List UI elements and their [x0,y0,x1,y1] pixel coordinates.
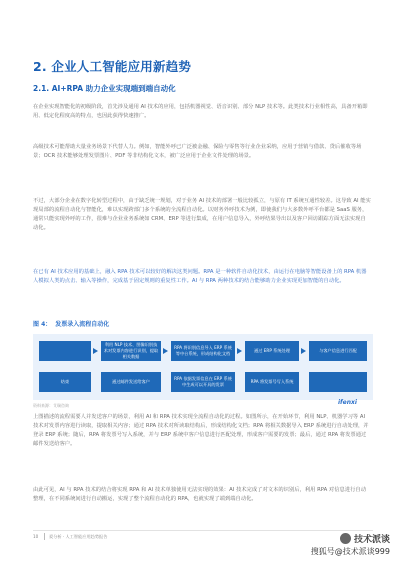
paragraph-4: 在已有 AI 技术应用的基础上，融入 RPA 技术可以较好的解决这类问题。RPA 是一种软件自动化技术，由运行在电脑等智能设备上的 RPA 机器人模拟人类的点击、输入等操作，完成基于固定规则的重复性工作。AI 与 RPA 两种技术的结合能够助力企业实现更加智能的自动化。 [33,269,367,284]
paragraph-1: 在企业实现智能化的初级阶段，首先涉及通用 AI 技术的应用，包括机器视觉、语音识别、部分 NLP 技术等。此类技术行业相性高，具备开箱即用、低定化程度高的特点，也因此获得快速推广。 [33,104,368,119]
arrow-right-icon [93,348,98,354]
watermark [311,532,390,557]
diagram-box-email: 通过邮件发送给客户 [101,372,161,392]
figure-source: 资料来源：艾瑞咨询 [33,403,69,408]
diagram-box-start [39,341,91,361]
section-heading: 2. 企业人工智能应用新趋势 [33,59,192,74]
watermark-brand: 技术派谈 [311,532,390,545]
paragraph-5: 上图描述的流程需要人并发送客户的场景，利用 AI 和 RPA 技术实现全流程自动化的过程。如图所示，在开始环节，利用 NLP、机器学习等 AI 技术对发票内容进行读取，提取相关内容；通过 RPA 技术对所读取结构后，形成结构化文档；RPA 将相关数据导入 ERP 系统进行自动处理，并登录 ERP 系统；随后，RPA 将发票号写入系统，并与 ERP 系统中客户信息进行匹配处理，形成客户需要的发票；最后，通过 RPA 将发票通过邮件发送给客户。 [33,414,369,447]
paragraph-2: 高级技术可能帮助大量业务场景下代替人力。例如，智能外呼已广泛被金融、保险与零售等行业企业采纳，应用于营销与借款、贷后催收等场景；OCR 技术能够处理发票图片、PDF 等非结构化文本，被广泛应用于企业文件处理的场景。 [33,144,362,159]
diagram-box-recognize: 利用 NLP 技术、图像识别技术对发票内容进行识别，提取相关数据 [101,341,161,361]
channel-avatar-icon [340,533,351,544]
diagram-box-blank [309,372,367,392]
arrow-right-icon [237,348,242,354]
diagram-box-match: 与客户信息进行匹配 [309,341,367,361]
figure-caption [33,319,109,328]
page-number: 10 [33,534,39,539]
paragraph-3: 不过，大部分企业在数字化转型过程中，由于缺乏统一规划，对于业务 AI 技术的部署一般比较孤立，与原有 IT 系统互通性较差。这导致 AI 能实现局部的流程自动化与智能化，难以实现跨部门多个系统的全流程自动化。以财务外呼技术为例，即使我们与大多数外呼平台都是 SaaS 服务，通常只能实现外呼的工作，很难与企业业务系统如 CRM、ERP 等进行集成，在用户信息导入，外呼结果导出以及客户回访跟踪方面无法实现自动化。 [33,198,371,231]
ifenxi-logo: ifenxi [338,399,357,406]
figure-title: 发票录入流程自动化 [55,321,110,328]
footer-title: 爱分析 · 人工智能应用趋势报告 [49,534,108,539]
subsection-heading: 2.1. AI+RPA 助力企业实现端到端自动化 [33,84,176,93]
diagram-box-end: 结束 [39,372,91,392]
diagram-box-write: RPA 将发票号写入系统 [245,372,299,392]
arrow-right-icon [163,348,168,354]
arrow-right-icon [301,348,306,354]
diagram-box-generate: RPA 依据发票信息在 ERP 系统中生成可以开具的发票 [171,372,235,392]
footer-separator [44,533,45,540]
watermark-account: 搜狐号@技术派谈999 [310,547,390,556]
diagram-box-import: RPA 将识别信息导入 ERP 系统等中台系统，形成结构化文档 [171,341,235,361]
diagram-box-erp: 通过 ERP 系统处理 [245,341,299,361]
paragraph-6: 由此可见，AI 与 RPA 技术的结合将实现 RPA 和 AI 技术单独使用无法实现的效果：AI 技术完成了对文本的识别后，利用 RPA 对信息进行自动整理，在不同系统间进行自动搬运，实现了整个流程自动化的 RPA，也就实现了端到端自动化。 [33,487,367,502]
figure-label: 图 4： [33,321,52,328]
process-diagram [33,334,373,400]
footer-divider [33,530,373,531]
